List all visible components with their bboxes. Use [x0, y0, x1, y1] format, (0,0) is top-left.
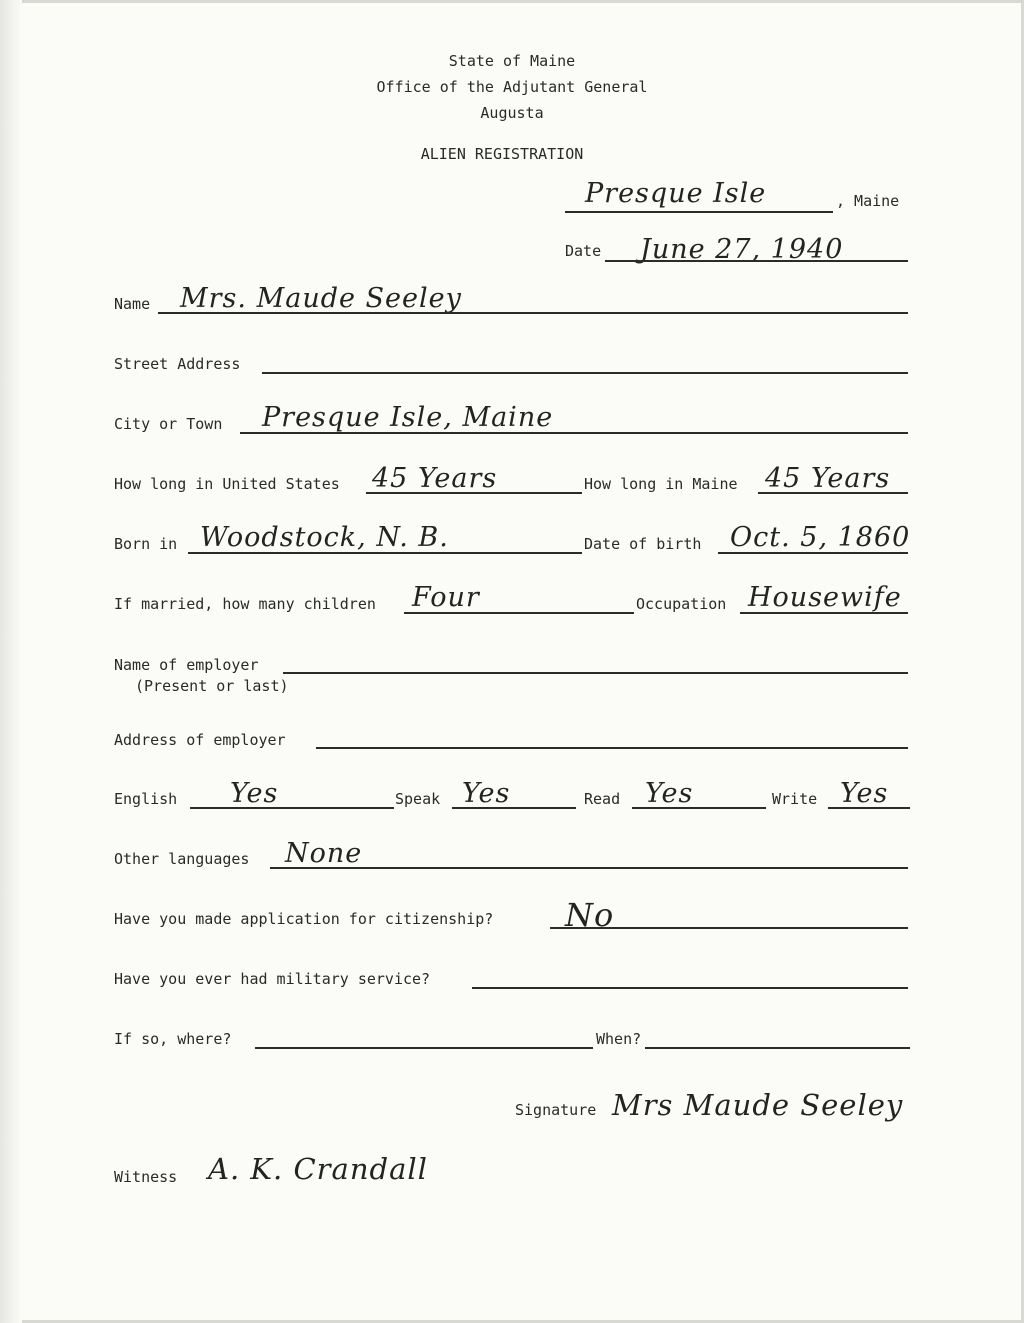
when-label: When? [596, 1030, 642, 1048]
where-label: If so, where? [114, 1030, 232, 1048]
how-long-maine-line [758, 492, 908, 494]
born-in-line [188, 552, 582, 554]
employer-line [283, 672, 908, 674]
military-line [472, 987, 908, 989]
witness-label: Witness [114, 1168, 178, 1186]
dob-value: Oct. 5, 1860 [730, 522, 911, 553]
city-line [240, 432, 908, 434]
born-in-label: Born in [114, 535, 178, 553]
occupation-line [740, 612, 908, 614]
occupation-label: Occupation [636, 595, 727, 613]
employer-label: Name of employer [114, 656, 259, 674]
speak-line [452, 807, 576, 809]
read-value: Yes [645, 778, 694, 809]
other-languages-value: None [285, 838, 363, 869]
speak-value: Yes [462, 778, 511, 809]
how-long-us-label: How long in United States [114, 475, 340, 493]
dob-line [718, 552, 908, 554]
header-office: Office of the Adjutant General [376, 78, 648, 96]
header-state: State of Maine [448, 52, 576, 70]
scan-edge [0, 0, 22, 1323]
when-line [645, 1047, 910, 1049]
how-long-us-value: 45 Years [372, 463, 498, 494]
how-long-maine-label: How long in Maine [584, 475, 738, 493]
children-label: If married, how many children [114, 595, 376, 613]
how-long-us-line [366, 492, 582, 494]
date-line [605, 260, 908, 262]
read-label: Read [584, 790, 621, 808]
how-long-maine-value: 45 Years [765, 463, 891, 494]
english-label: English [114, 790, 178, 808]
street-line [262, 372, 908, 374]
street-label: Street Address [114, 355, 241, 373]
name-label: Name [114, 295, 151, 313]
write-line [828, 807, 910, 809]
place-line [565, 211, 833, 213]
employer-address-line [316, 747, 908, 749]
form-title: ALIEN REGISTRATION [420, 145, 584, 163]
other-languages-label: Other languages [114, 850, 250, 868]
read-line [632, 807, 766, 809]
write-label: Write [772, 790, 818, 808]
signature-value: Mrs Maude Seeley [612, 1088, 904, 1122]
date-value: June 27, 1940 [640, 234, 844, 265]
english-line [190, 807, 394, 809]
citizenship-label: Have you made application for citizenship? [114, 910, 494, 928]
date-label: Date [565, 242, 602, 260]
signature-label: Signature [515, 1101, 597, 1119]
employer-sublabel: (Present or last) [135, 677, 289, 695]
dob-label: Date of birth [584, 535, 702, 553]
where-line [255, 1047, 593, 1049]
english-value: Yes [230, 778, 279, 809]
city-label: City or Town [114, 415, 223, 433]
military-label: Have you ever had military service? [114, 970, 431, 988]
name-value: Mrs. Maude Seeley [180, 283, 462, 314]
speak-label: Speak [395, 790, 441, 808]
city-value: Presque Isle, Maine [262, 402, 554, 433]
place-suffix: , Maine [836, 192, 900, 210]
citizenship-line [550, 927, 908, 929]
witness-value: A. K. Crandall [208, 1152, 428, 1186]
write-value: Yes [840, 778, 889, 809]
employer-address-label: Address of employer [114, 731, 286, 749]
place-value: Presque Isle [585, 178, 767, 209]
born-in-value: Woodstock, N. B. [200, 522, 449, 553]
occupation-value: Housewife [748, 582, 902, 613]
name-line [158, 312, 908, 314]
citizenship-value: No [565, 896, 615, 934]
header-city: Augusta [480, 104, 544, 122]
other-languages-line [270, 867, 908, 869]
children-line [404, 612, 634, 614]
children-value: Four [412, 582, 480, 613]
